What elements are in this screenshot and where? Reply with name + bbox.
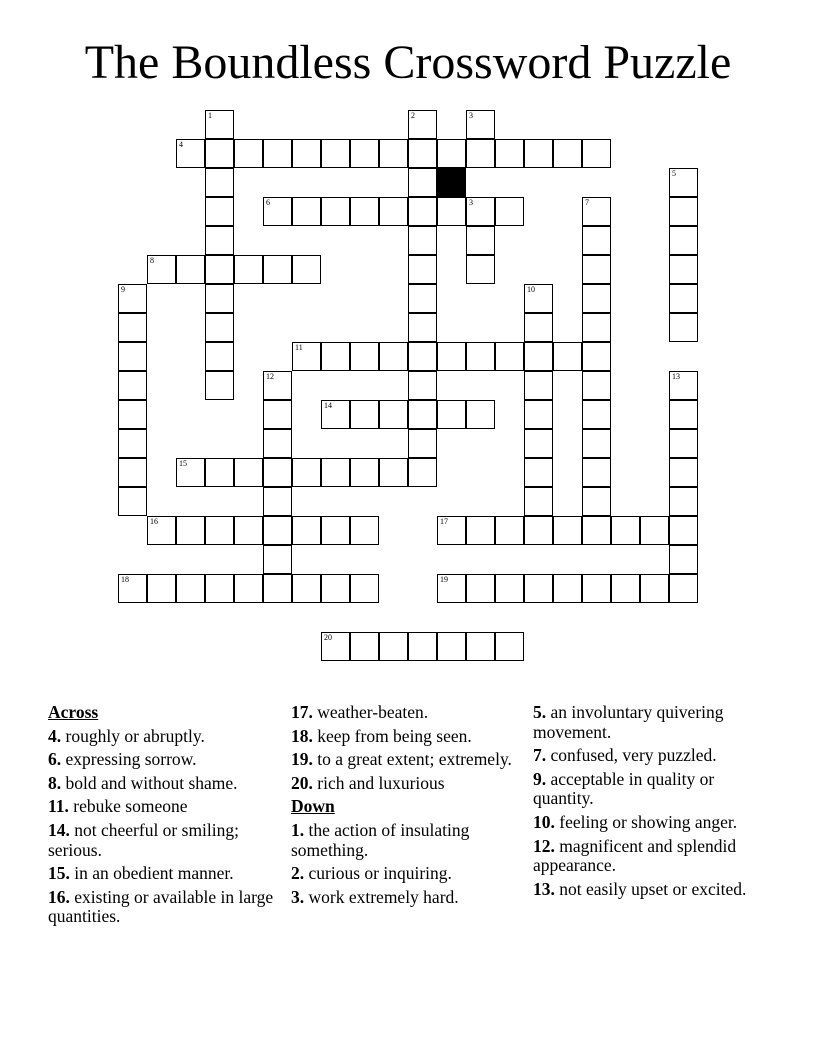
grid-cell[interactable]: [437, 516, 466, 545]
clue-number: 4.: [48, 725, 62, 746]
cell-number: 9: [121, 285, 125, 294]
clue-number: 13.: [533, 878, 555, 899]
cell-number: 7: [585, 198, 589, 207]
grid-cell[interactable]: [495, 342, 524, 371]
grid-cell[interactable]: [466, 400, 495, 429]
grid-cell[interactable]: [524, 284, 553, 313]
grid-cell[interactable]: [669, 516, 698, 545]
grid-cell[interactable]: [321, 342, 350, 371]
grid-cell[interactable]: [408, 139, 437, 168]
grid-cell[interactable]: [350, 632, 379, 661]
grid-cell[interactable]: [437, 400, 466, 429]
clue-text: expressing sorrow.: [65, 749, 197, 770]
grid-cell[interactable]: [205, 516, 234, 545]
grid-cell[interactable]: [118, 429, 147, 458]
grid-cell[interactable]: [408, 168, 437, 197]
clue-text: to a great extent; extremely.: [317, 749, 512, 770]
clue-text: not easily upset or excited.: [559, 878, 747, 899]
clue-across-11: [48, 797, 280, 817]
grid-cell[interactable]: [611, 516, 640, 545]
grid-cell[interactable]: [669, 255, 698, 284]
grid-cell[interactable]: [524, 429, 553, 458]
grid-cell[interactable]: [205, 313, 234, 342]
clue-text: feeling or showing anger.: [559, 811, 738, 832]
grid-cell[interactable]: [669, 371, 698, 400]
cell-number: 12: [266, 372, 274, 381]
grid-cell[interactable]: [408, 197, 437, 226]
grid-cell[interactable]: [524, 342, 553, 371]
grid-cell[interactable]: [524, 516, 553, 545]
clue-text: existing or available in large quantities.: [48, 886, 274, 927]
clue-number: 20.: [291, 772, 313, 793]
grid-cell[interactable]: [669, 168, 698, 197]
cell-number: 20: [324, 633, 332, 642]
grid-cell[interactable]: [408, 284, 437, 313]
grid-cell[interactable]: [437, 632, 466, 661]
grid-cell[interactable]: [669, 313, 698, 342]
grid-cell[interactable]: [582, 342, 611, 371]
grid-cell[interactable]: [437, 342, 466, 371]
grid-cell[interactable]: [582, 226, 611, 255]
clue-down-5: [533, 703, 765, 742]
grid-cell[interactable]: [553, 139, 582, 168]
grid-cell[interactable]: [263, 255, 292, 284]
grid-cell[interactable]: [408, 342, 437, 371]
clue-across-18: [291, 727, 523, 747]
grid-cell[interactable]: [292, 516, 321, 545]
grid-cell[interactable]: [582, 574, 611, 603]
grid-cell[interactable]: [582, 458, 611, 487]
grid-cell[interactable]: [118, 284, 147, 313]
grid-cell[interactable]: [379, 197, 408, 226]
clue-text: rebuke someone: [73, 796, 188, 817]
grid-cell[interactable]: [292, 255, 321, 284]
grid-cell[interactable]: [205, 226, 234, 255]
clue-number: 18.: [291, 725, 313, 746]
clue-down-9: [533, 770, 765, 809]
grid-cell[interactable]: [408, 255, 437, 284]
grid-cell[interactable]: [379, 400, 408, 429]
cell-number: 19: [440, 575, 448, 584]
clues-column-2: [291, 703, 523, 911]
grid-cell[interactable]: [524, 139, 553, 168]
grid-cell[interactable]: [118, 342, 147, 371]
grid-cell[interactable]: [321, 516, 350, 545]
grid-cell[interactable]: [408, 313, 437, 342]
grid-cell[interactable]: [379, 342, 408, 371]
grid-cell[interactable]: [205, 110, 234, 139]
grid-cell[interactable]: [524, 371, 553, 400]
grid-cell[interactable]: [582, 139, 611, 168]
grid-cell[interactable]: [118, 400, 147, 429]
clue-across-20: [291, 774, 523, 794]
grid-cell[interactable]: [582, 371, 611, 400]
grid-cell[interactable]: [495, 516, 524, 545]
grid-cell[interactable]: [234, 139, 263, 168]
cell-number: 6: [266, 198, 270, 207]
grid-cell[interactable]: [495, 139, 524, 168]
clue-text: magnificent and splendid appearance.: [533, 835, 737, 876]
clue-down-2: [291, 864, 523, 884]
cell-number: 15: [179, 459, 187, 468]
grid-cell[interactable]: [495, 632, 524, 661]
cell-number: 2: [411, 111, 415, 120]
clue-number: 8.: [48, 772, 62, 793]
cell-number: 4: [179, 140, 183, 149]
grid-cell[interactable]: [437, 574, 466, 603]
clue-text: weather-beaten.: [317, 702, 429, 722]
clue-down-1: [291, 821, 523, 860]
grid-cell[interactable]: [495, 574, 524, 603]
grid-cell[interactable]: [669, 458, 698, 487]
clue-text: an involuntary quivering movement.: [533, 702, 724, 742]
grid-cell[interactable]: [524, 574, 553, 603]
clue-text: work extremely hard.: [308, 886, 459, 907]
grid-cell[interactable]: [611, 574, 640, 603]
clue-number: 17.: [291, 702, 313, 722]
clue-across-4: [48, 727, 280, 747]
grid-cell[interactable]: [524, 458, 553, 487]
cell-number: 11: [295, 343, 303, 352]
grid-cell[interactable]: [669, 400, 698, 429]
clue-number: 15.: [48, 863, 70, 884]
grid-cell[interactable]: [234, 574, 263, 603]
grid-cell[interactable]: [408, 458, 437, 487]
grid-cell[interactable]: [263, 197, 292, 226]
clue-text: confused, very puzzled.: [550, 745, 717, 766]
clue-number: 12.: [533, 835, 555, 856]
clue-number: 11.: [48, 796, 69, 817]
grid-cell[interactable]: [176, 139, 205, 168]
across-heading: Across: [48, 702, 99, 722]
clue-across-6: [48, 750, 280, 770]
grid-cell[interactable]: [466, 632, 495, 661]
clue-number: 16.: [48, 886, 70, 907]
grid-cell[interactable]: [263, 458, 292, 487]
grid-cell[interactable]: [263, 516, 292, 545]
grid-cell[interactable]: [321, 574, 350, 603]
grid-cell[interactable]: [176, 458, 205, 487]
grid-cell[interactable]: [263, 429, 292, 458]
clue-down-3: [291, 888, 523, 908]
clues-column-1: [48, 703, 280, 931]
grid-cell[interactable]: [350, 458, 379, 487]
grid-cell[interactable]: [205, 197, 234, 226]
cell-number: 1: [208, 111, 212, 120]
clue-across-16: [48, 888, 280, 927]
grid-cell[interactable]: [669, 284, 698, 313]
cell-number: 16: [150, 517, 158, 526]
grid-cell[interactable]: [292, 458, 321, 487]
clue-down-10: [533, 813, 765, 833]
grid-cell[interactable]: [669, 197, 698, 226]
grid-cell[interactable]: [408, 110, 437, 139]
clue-down-7: [533, 746, 765, 766]
clues-column-3: [533, 703, 765, 903]
clue-text: acceptable in quality or quantity.: [533, 768, 715, 809]
grid-cell[interactable]: [176, 255, 205, 284]
clue-text: the action of insulating something.: [291, 819, 470, 860]
grid-cell[interactable]: [263, 487, 292, 516]
grid-cell[interactable]: [582, 429, 611, 458]
grid-cell[interactable]: [321, 197, 350, 226]
grid-cell[interactable]: [640, 516, 669, 545]
clue-across-15: [48, 864, 280, 884]
clue-across-17: [291, 703, 523, 723]
grid-cell[interactable]: [669, 487, 698, 516]
grid-cell[interactable]: [524, 487, 553, 516]
clue-text: curious or inquiring.: [308, 863, 452, 884]
grid-cell-black: [437, 168, 466, 197]
grid-cell[interactable]: [263, 371, 292, 400]
clue-number: 5.: [533, 702, 547, 722]
grid-cell[interactable]: [205, 458, 234, 487]
grid-cell[interactable]: [408, 429, 437, 458]
grid-cell[interactable]: [437, 139, 466, 168]
grid-cell[interactable]: [466, 197, 495, 226]
clue-number: 6.: [48, 749, 62, 770]
grid-cell[interactable]: [582, 255, 611, 284]
grid-cell[interactable]: [582, 516, 611, 545]
grid-cell[interactable]: [147, 574, 176, 603]
cell-number: 3: [469, 111, 473, 120]
grid-cell[interactable]: [176, 516, 205, 545]
grid-cell[interactable]: [379, 139, 408, 168]
grid-cell[interactable]: [234, 255, 263, 284]
grid-cell[interactable]: [379, 632, 408, 661]
grid-cell[interactable]: [205, 168, 234, 197]
grid-cell[interactable]: [582, 487, 611, 516]
grid-cell[interactable]: [321, 139, 350, 168]
grid-cell[interactable]: [321, 400, 350, 429]
grid-cell[interactable]: [553, 342, 582, 371]
clue-text: bold and without shame.: [65, 772, 238, 793]
clue-across-19: [291, 750, 523, 770]
clue-across-14: [48, 821, 280, 860]
grid-cell[interactable]: [466, 574, 495, 603]
grid-cell[interactable]: [263, 139, 292, 168]
cell-number: 3: [469, 198, 473, 207]
grid-cell[interactable]: [118, 313, 147, 342]
grid-cell[interactable]: [466, 110, 495, 139]
grid-cell[interactable]: [147, 516, 176, 545]
grid-cell[interactable]: [495, 197, 524, 226]
grid-cell[interactable]: [669, 429, 698, 458]
grid-cell[interactable]: [408, 371, 437, 400]
grid-cell[interactable]: [263, 574, 292, 603]
grid-cell[interactable]: [466, 226, 495, 255]
grid-cell[interactable]: [553, 516, 582, 545]
clue-text: keep from being seen.: [317, 725, 472, 746]
grid-cell[interactable]: [669, 226, 698, 255]
grid-cell[interactable]: [292, 139, 321, 168]
grid-cell[interactable]: [118, 487, 147, 516]
grid-cell[interactable]: [176, 574, 205, 603]
cell-number: 17: [440, 517, 448, 526]
grid-cell[interactable]: [234, 458, 263, 487]
grid-cell[interactable]: [379, 458, 408, 487]
clue-number: 2.: [291, 863, 305, 884]
cell-number: 5: [672, 169, 676, 178]
grid-cell[interactable]: [669, 545, 698, 574]
grid-cell[interactable]: [321, 632, 350, 661]
grid-cell[interactable]: [147, 255, 176, 284]
grid-cell[interactable]: [292, 197, 321, 226]
grid-cell[interactable]: [553, 574, 582, 603]
grid-cell[interactable]: [408, 632, 437, 661]
grid-cell[interactable]: [408, 226, 437, 255]
clue-down-12: [533, 837, 765, 876]
clue-text: rich and luxurious: [317, 772, 445, 793]
grid-cell[interactable]: [350, 400, 379, 429]
grid-cell[interactable]: [205, 342, 234, 371]
grid-cell[interactable]: [437, 197, 466, 226]
clue-number: 19.: [291, 749, 313, 770]
grid-cell[interactable]: [263, 400, 292, 429]
grid-cell[interactable]: [582, 197, 611, 226]
clue-number: 3.: [291, 886, 305, 907]
grid-cell[interactable]: [118, 458, 147, 487]
clue-number: 1.: [291, 819, 305, 840]
grid-cell[interactable]: [466, 516, 495, 545]
grid-cell[interactable]: [118, 371, 147, 400]
grid-cell[interactable]: [234, 516, 263, 545]
cell-number: 18: [121, 575, 129, 584]
grid-cell[interactable]: [466, 139, 495, 168]
grid-cell[interactable]: [350, 342, 379, 371]
grid-cell[interactable]: [118, 574, 147, 603]
grid-cell[interactable]: [292, 574, 321, 603]
grid-cell[interactable]: [263, 545, 292, 574]
grid-cell[interactable]: [524, 313, 553, 342]
grid-cell[interactable]: [640, 574, 669, 603]
clue-number: 7.: [533, 745, 547, 766]
grid-cell[interactable]: [205, 255, 234, 284]
grid-cell[interactable]: [350, 197, 379, 226]
grid-cell[interactable]: [205, 574, 234, 603]
grid-cell[interactable]: [669, 574, 698, 603]
grid-cell[interactable]: [205, 284, 234, 313]
grid-cell[interactable]: [205, 371, 234, 400]
grid-cell[interactable]: [582, 400, 611, 429]
grid-cell[interactable]: [205, 139, 234, 168]
grid-cell[interactable]: [408, 400, 437, 429]
cell-number: 14: [324, 401, 332, 410]
grid-cell[interactable]: [466, 342, 495, 371]
grid-cell[interactable]: [321, 458, 350, 487]
down-heading: Down: [291, 796, 335, 817]
clue-number: 9.: [533, 768, 547, 789]
clue-number: 10.: [533, 811, 555, 832]
cell-number: 8: [150, 256, 154, 265]
clue-text: not cheerful or smiling; serious.: [48, 819, 240, 860]
clue-text: in an obedient manner.: [74, 863, 234, 884]
grid-cell[interactable]: [350, 516, 379, 545]
grid-cell[interactable]: [582, 284, 611, 313]
cell-number: 10: [527, 285, 535, 294]
grid-cell[interactable]: [350, 139, 379, 168]
grid-cell[interactable]: [292, 342, 321, 371]
clue-down-13: [533, 880, 765, 900]
grid-cell[interactable]: [350, 574, 379, 603]
grid-cell[interactable]: [524, 400, 553, 429]
cell-number: 13: [672, 372, 680, 381]
page-title: The Boundless Crossword Puzzle: [84, 36, 732, 89]
grid-cell[interactable]: [466, 255, 495, 284]
grid-cell[interactable]: [582, 313, 611, 342]
clue-across-8: [48, 774, 280, 794]
clue-number: 14.: [48, 819, 70, 840]
clue-text: roughly or abruptly.: [65, 725, 205, 746]
